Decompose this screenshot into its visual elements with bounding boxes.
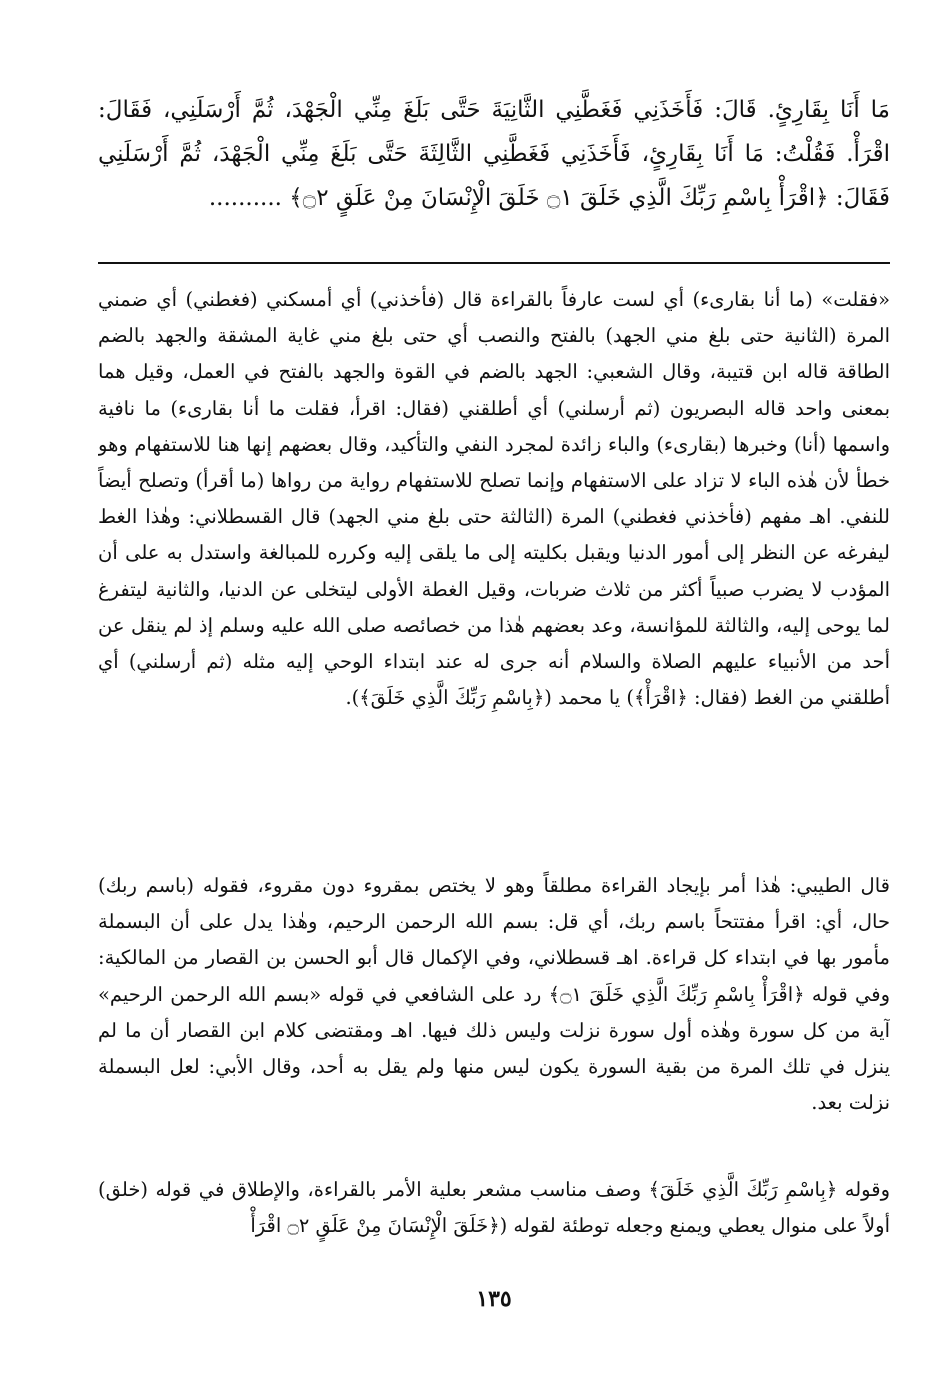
book-page [98,88,890,1368]
commentary-paragraph: «فقلت» (ما أنا بقارىء) أي لست عارفاً بالقراءة قال (فأخذني) أي أمسكني (فغطني) أي ضمني المرة (الثانية حتى بلغ مني الجهد) بالفتح والنصب أي حتى بلغ مني غاية المشقة والجهد بالضم الطاقة قاله ابن قتيبة، وقال الشعبي: الجهد بالضم في القوة والجهد بالفتح في العمل، وقيل هما بمعنى واحد قاله البصريون (ثم أرسلني) أي أطلقني (فقال: اقرأ، فقلت ما أنا بقارىء) ما نافية واسمها (أنا) وخبرها (بقارىء) والباء زائدة لمجرد النفي والتأكيد، وقال بعضهم إنها هنا للاستفهام وهو خطأ لأن هٰذه الباء لا تزاد على الاستفهام وإنما تصلح للاستفهام رواية من رواها (ما أقرأ) وتصلح أيضاً للنفي. اهـ مفهم (فأخذني فغطني) المرة (الثالثة حتى بلغ مني الجهد) قال القسطلاني: وهٰذا الغط ليفرغه عن النظر إلى أمور الدنيا ويقبل بكليته إلى ما يلقى إليه وكرره للمبالغة واستدل به على أن المؤدب لا يضرب صبياً أكثر من ثلاث ضربات، وقيل الغطة الأولى ليتخلى عن الدنيا، والثانية ليتفرغ لما يوحى إليه، والثالثة للمؤانسة، وعد بعضهم هٰذا من خصائصه صلى الله عليه وسلم إذ لم ينقل عن أحد من الأنبياء عليهم الصلاة والسلام أنه جرى له عند ابتداء الوحي إليه مثله (ثم أرسلني) أي أطلقني من الغط (فقال: ﴿اقْرَأْ﴾) يا محمد (﴿بِاسْمِ رَبِّكَ الَّذِي خَلَقَ﴾). [98,288,890,710]
page-number: ١٣٥ [476,1286,512,1312]
commentary-paragraph: قال الطيبي: هٰذا أمر بإيجاد القراءة مطلقاً وهو لا يختص بمقروء دون مقروء، فقوله (باسم ربك) حال، أي: اقرأ مفتتحاً باسم ربك، أي قل: بسم الله الرحمن الرحيم، وهٰذا يدل على أن البسملة مأمور بها في ابتداء كل قراءة. اهـ قسطلاني، وفي الإكمال قال أبو الحسن بن القصار من المالكية: وفي قوله ﴿اقْرَأْ بِاسْمِ رَبِّكَ الَّذِي خَلَقَ ۝١﴾ رد على الشافعي في قوله «بسم الله الرحمن الرحيم» آية من كل سورة وهٰذه أول سورة نزلت وليس ذلك فيها. اهـ ومقتضى كلام ابن القصار أن ما لم ينزل في تلك المرة من بقية السورة يكون ليس منها ولم يقل به أحد، وقال الأبي: لعل البسملة نزلت بعد. [98,874,890,1115]
hadith-text: مَا أَنَا بِقَارِئٍ. قَالَ: فَأَخَذَنِي فَغَطَّنِي الثَّانِيَةَ حَتَّى بَلَغَ مِنِّي الْجَهْدَ، ثُمَّ أَرْسَلَنِي، فَقَالَ: اقْرَأْ. فَقُلْتُ: مَا أَنَا بِقَارِئٍ، فَأَخَذَنِي فَغَطَّنِي الثَّالِثَةَ حَتَّى بَلَغَ مِنِّي الْجَهْدَ، ثُمَّ أَرْسَلَنِي فَقَالَ: ﴿اقْرَأْ بِاسْمِ رَبِّكَ الَّذِي خَلَقَ ۝١ خَلَقَ الْإِنْسَانَ مِنْ عَلَقٍ ۝٢﴾ .......... [98,97,890,211]
commentary-paragraph: وقوله ﴿بِاسْمِ رَبِّكَ الَّذِي خَلَقَ﴾ وصف مناسب مشعر بعلية الأمر بالقراءة، والإطلاق في قوله (خلق) أولاً على منوال يعطي ويمنع وجعله توطئة لقوله (﴿خَلَقَ الْإِنْسَانَ مِنْ عَلَقٍ ۝٢ اقْرَأْ [98,1178,890,1238]
section-divider [98,262,890,264]
commentary [98,282,890,1259]
